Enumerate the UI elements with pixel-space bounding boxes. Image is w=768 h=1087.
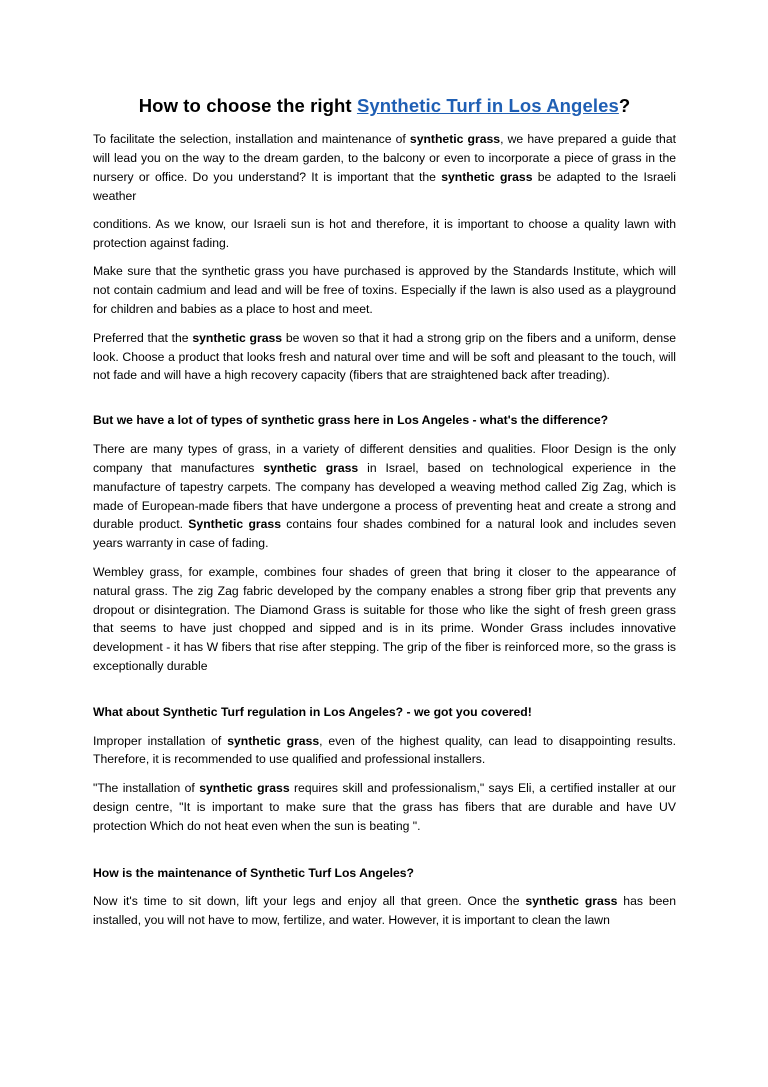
paragraph [93, 262, 676, 319]
title-link[interactable]: Synthetic Turf in Los Angeles [356, 95, 619, 116]
text-run: , we have prepared a guide that will lead you on the way to the dream garden, to the balcony or even to incorporate a piece of grass in the nursery or office. Do you understand? It is important that the [93, 132, 676, 184]
text-run: Improper installation of [93, 733, 228, 748]
paragraph [93, 329, 676, 386]
bold-keyword: synthetic grass [409, 132, 501, 146]
section-heading: What about Synthetic Turf regulation in Los Angeles? - we got you covered! [93, 705, 532, 720]
paragraph [93, 130, 676, 206]
text-run: There are many types of grass, in a variety of different densities and qualities. Floor Design is the only company that manufactures [93, 441, 676, 475]
bold-keyword: synthetic grass [525, 894, 618, 908]
section-heading: But we have a lot of types of synthetic grass here in Los Angeles - what's the difference? [93, 413, 609, 428]
paragraph [93, 892, 676, 930]
paragraph [93, 732, 676, 770]
text-run: contains four shades combined for a natural look and includes seven years warranty in case of fading. [93, 517, 677, 551]
text-run: requires skill and professionalism," says Eli, a certified installer at our design centre, "It is important to make sure that the grass has fibers that are durable and have UV protection Which do not heat even when the sun is beating ". [93, 780, 676, 833]
section-maintenance [93, 864, 676, 930]
text-run: Wembley grass, for example, combines four shades of green that bring it closer to the appearance of natural grass. The zig Zag fabric developed by the company enables a strong fiber grip that prevents any dropout or disintegration. The Diamond Grass is suitable for those who like the sight of fresh green grass that seems to have just chopped and sipped and is in its prime. Wonder Grass includes innovative development - it has W fibers that rise after stepping. The grip of the fiber is reinforced more, so the grass is exceptionally durable [93, 564, 676, 674]
bold-keyword: synthetic grass [227, 733, 320, 748]
bold-keyword: synthetic grass [199, 780, 290, 795]
paragraph [93, 440, 676, 553]
section-heading: How is the maintenance of Synthetic Turf Los Angeles? [93, 865, 414, 880]
bold-keyword: synthetic grass [192, 330, 283, 345]
bold-keyword: synthetic grass [263, 460, 359, 475]
text-run: , even of the highest quality, can lead to disappointing results. Therefore, it is recommended to use qualified and professional installers. [93, 733, 676, 767]
text-run: Preferred that the [93, 330, 193, 345]
title-prefix: How to choose the right [138, 95, 357, 116]
text-run: "The installation of [93, 780, 200, 795]
text-run: Now it's time to sit down, lift your legs and enjoy all that green. Once the [93, 894, 526, 908]
section-types [93, 411, 676, 676]
text-run: has been installed, you will not have to mow, fertilize, and water. However, it is important to clean the lawn [93, 894, 676, 927]
text-run: be woven so that it had a strong grip on the fibers and a uniform, dense look. Choose a product that looks fresh and natural over time and will be soft and pleasant to the touch, will not fade and will have a high recovery capacity (fibers that are straightened back after treading). [93, 330, 677, 383]
section-intro [93, 130, 676, 385]
paragraph [93, 779, 676, 836]
title-suffix: ? [618, 95, 631, 116]
section-regulation [93, 703, 676, 835]
text-run: be adapted to the Israeli weather [93, 169, 676, 203]
page-title [93, 92, 676, 120]
text-run: To facilitate the selection, installation and maintenance of [93, 132, 410, 146]
bold-keyword: Synthetic grass [188, 517, 281, 532]
paragraph [93, 215, 676, 253]
bold-keyword: synthetic grass [441, 169, 533, 184]
text-run: conditions. As we know, our Israeli sun is hot and therefore, it is important to choose a quality lawn with protection against fading. [93, 217, 676, 251]
paragraph [93, 563, 676, 676]
text-run: Make sure that the synthetic grass you have purchased is approved by the Standards Institute, which will not contain cadmium and lead and will be free of toxins. Especially if the lawn is also used as a playground for children and babies as a place to host and meet. [93, 264, 676, 317]
text-run: in Israel, based on technological experience in the manufacture of tapestry carpets. The company has developed a weaving method called Zig Zag, which is made of European-made fibers that have undergone a process of preventing heat and create a strong and durable product. [93, 460, 676, 532]
